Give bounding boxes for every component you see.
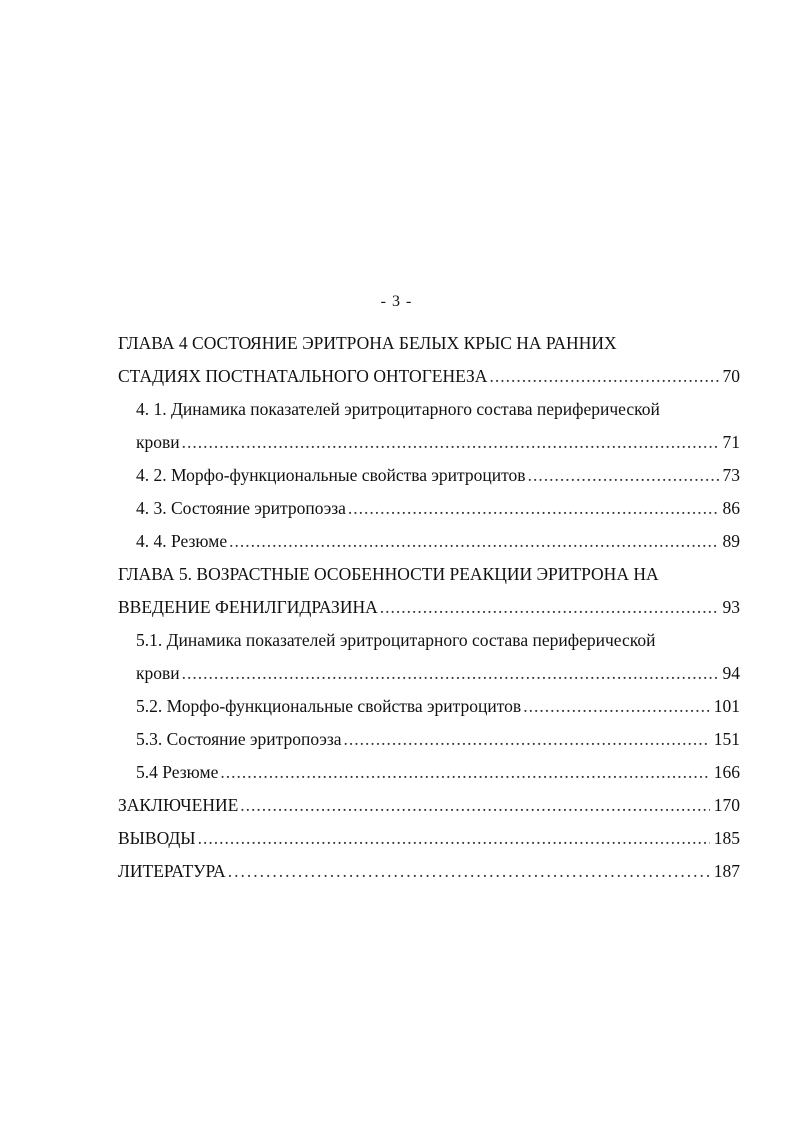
toc-section-4-4-entry xyxy=(136,525,740,558)
toc-section-5-2-entry xyxy=(136,690,740,723)
toc-section-4-4-text: 4. 4. Резюме xyxy=(136,531,228,551)
dot-leader xyxy=(220,756,709,789)
table-of-contents xyxy=(118,327,740,888)
toc-section-4-1-page: 71 xyxy=(722,432,740,452)
toc-conclusion-page: 170 xyxy=(713,795,740,815)
toc-findings-text: ВЫВОДЫ xyxy=(118,828,196,848)
toc-chapter-4-title-line-1 xyxy=(118,327,740,360)
dot-leader xyxy=(344,723,710,756)
toc-section-5-1-text-2: крови xyxy=(136,663,180,683)
toc-conclusion-entry xyxy=(118,789,740,822)
toc-section-4-3-page: 86 xyxy=(722,498,740,518)
toc-section-4-1-text-1: 4. 1. Динамика показателей эритроцитарного состава периферической xyxy=(136,399,660,419)
dot-leader xyxy=(182,657,719,690)
toc-literature-entry xyxy=(118,855,740,888)
toc-section-4-1-line-1 xyxy=(136,393,740,426)
toc-chapter-4-title-text-1: ГЛАВА 4 СОСТОЯНИЕ ЭРИТРОНА БЕЛЫХ КРЫС НА РАННИХ xyxy=(118,333,617,353)
dot-leader xyxy=(198,822,710,855)
toc-findings-page: 185 xyxy=(713,828,740,848)
dot-leader xyxy=(380,591,719,624)
toc-section-4-4-page: 89 xyxy=(722,531,740,551)
page-number: - 3 - xyxy=(380,293,413,310)
toc-section-5-1-page: 94 xyxy=(722,663,740,683)
toc-chapter-5-title-text-1: ГЛАВА 5. ВОЗРАСТНЫЕ ОСОБЕННОСТИ РЕАКЦИИ ЭРИТРОНА НА xyxy=(118,564,659,584)
toc-section-5-2-page: 101 xyxy=(713,696,740,716)
toc-section-4-2-text: 4. 2. Морфо-функциональные свойства эритроцитов xyxy=(136,465,526,485)
toc-section-4-1-text-2: крови xyxy=(136,432,180,452)
toc-chapter-5-title-text-2: ВВЕДЕНИЕ ФЕНИЛГИДРАЗИНА xyxy=(118,597,378,617)
toc-section-5-1-line-1 xyxy=(136,624,740,657)
dot-leader xyxy=(348,492,719,525)
dot-leader xyxy=(229,525,718,558)
toc-section-5-4-entry xyxy=(136,756,740,789)
toc-section-5-3-page: 151 xyxy=(713,729,740,749)
toc-section-5-1-text-1: 5.1. Динамика показателей эритроцитарного состава периферической xyxy=(136,630,656,650)
dot-leader xyxy=(228,855,710,888)
dot-leader xyxy=(489,360,718,393)
toc-literature-text: ЛИТЕРАТУРА xyxy=(118,861,226,881)
toc-section-5-4-text: 5.4 Резюме xyxy=(136,762,219,782)
toc-section-5-3-text: 5.3. Состояние эритропоэза xyxy=(136,729,342,749)
toc-chapter-4-title-text-2: СТАДИЯХ ПОСТНАТАЛЬНОГО ОНТОГЕНЕЗА xyxy=(118,366,488,386)
toc-chapter-5-page: 93 xyxy=(722,597,740,617)
toc-section-5-3-entry xyxy=(136,723,740,756)
toc-section-4-1-entry xyxy=(136,426,740,459)
toc-conclusion-text: ЗАКЛЮЧЕНИЕ xyxy=(118,795,239,815)
toc-findings-entry xyxy=(118,822,740,855)
toc-section-4-3-entry xyxy=(136,492,740,525)
dot-leader xyxy=(523,690,710,723)
dot-leader xyxy=(182,426,719,459)
dot-leader xyxy=(528,459,719,492)
toc-section-5-2-text: 5.2. Морфо-функциональные свойства эритроцитов xyxy=(136,696,522,716)
toc-chapter-5-title-line-1 xyxy=(118,558,740,591)
dot-leader xyxy=(240,789,709,822)
toc-section-5-4-page: 166 xyxy=(713,762,740,782)
toc-chapter-4-entry xyxy=(118,360,740,393)
toc-section-4-3-text: 4. 3. Состояние эритропоэза xyxy=(136,498,346,518)
toc-section-5-1-entry xyxy=(136,657,740,690)
toc-literature-page: 187 xyxy=(713,861,740,881)
toc-chapter-4-page: 70 xyxy=(722,366,740,386)
toc-section-4-2-page: 73 xyxy=(722,465,740,485)
toc-chapter-5-entry xyxy=(118,591,740,624)
toc-section-4-2-entry xyxy=(136,459,740,492)
